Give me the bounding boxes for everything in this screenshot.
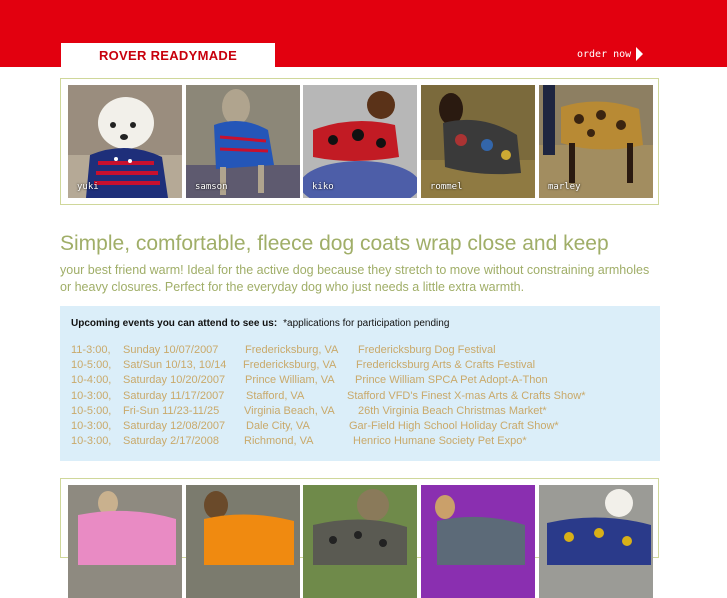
dog-photo-yuki[interactable] <box>68 85 182 198</box>
dog-photo[interactable] <box>68 485 182 598</box>
dog-name-label: samson <box>195 182 228 192</box>
dog-photo-image <box>303 485 417 598</box>
event-date: Saturday 11/17/2007 <box>123 390 225 402</box>
events-header <box>71 318 449 329</box>
event-name: Prince William SPCA Pet Adopt-A-Thon <box>355 374 548 386</box>
event-date: Sunday 10/07/2007 <box>123 344 219 356</box>
event-location: Richmond, VA <box>244 435 314 447</box>
dog-photo[interactable] <box>539 485 653 598</box>
event-time: 10-5:00, <box>71 359 112 371</box>
dog-photo-rommel[interactable] <box>421 85 535 198</box>
event-time: 10-3:00, <box>71 420 112 432</box>
site-logo[interactable]: ROVER READYMADE <box>60 42 276 67</box>
dog-photo-samson[interactable] <box>186 85 300 198</box>
dog-photo-gallery-bottom <box>60 478 659 558</box>
event-date: Saturday 2/17/2008 <box>123 435 220 447</box>
dog-name-label: rommel <box>430 182 463 192</box>
events-note: *applications for participation pending <box>283 318 450 329</box>
dog-photo-marley[interactable] <box>539 85 653 198</box>
dog-photo-kiko[interactable] <box>303 85 417 198</box>
event-name: Fredericksburg Dog Festival <box>358 344 496 356</box>
event-location: Fredericksburg, VA <box>245 344 339 356</box>
event-time: 10-4:00, <box>71 374 112 386</box>
event-location: Fredericksburg, VA <box>243 359 337 371</box>
dog-photo-image <box>421 485 535 598</box>
event-name: Henrico Humane Society Pet Expo* <box>353 435 527 447</box>
page-headline: Simple, comfortable, fleece dog coats wrap close and keep <box>60 232 609 255</box>
events-panel <box>60 306 660 461</box>
event-time: 10-5:00, <box>71 405 112 417</box>
dog-photo[interactable] <box>186 485 300 598</box>
event-time: 11-3:00, <box>71 344 111 356</box>
event-date: Saturday 12/08/2007 <box>123 420 226 432</box>
dog-photo-image <box>186 485 300 598</box>
order-now-link[interactable] <box>577 47 643 61</box>
intro-paragraph: your best friend warm! Ideal for the active dog because they stretch to move without constraining armholes or heavy closures. Perfect for the everyday dog who just needs a little extra warmth. <box>60 263 650 294</box>
dog-name-label: marley <box>548 182 581 192</box>
event-date: Saturday 10/20/2007 <box>123 374 226 386</box>
event-date: Sat/Sun 10/13, 10/14 <box>123 359 227 371</box>
dog-name-label: kiko <box>312 182 334 192</box>
events-title: Upcoming events you can attend to see us: <box>71 318 278 329</box>
event-location: Virginia Beach, VA <box>244 405 335 417</box>
order-now-label: order now <box>577 48 632 60</box>
dog-photo-image <box>539 485 653 598</box>
event-date: Fri-Sun 11/23-11/25 <box>123 405 220 417</box>
event-location: Stafford, VA <box>246 390 305 402</box>
event-time: 10-3:00, <box>71 435 112 447</box>
arrow-right-icon <box>636 47 643 61</box>
dog-photo[interactable] <box>303 485 417 598</box>
event-name: 26th Virginia Beach Christmas Market* <box>358 405 547 417</box>
event-name: Stafford VFD's Finest X-mas Arts & Crafts Show* <box>347 390 586 402</box>
event-location: Dale City, VA <box>246 420 310 432</box>
dog-photo-gallery <box>60 78 659 205</box>
event-name: Gar-Field High School Holiday Craft Show* <box>349 420 559 432</box>
event-time: 10-3:00, <box>71 390 112 402</box>
event-name: Fredericksburg Arts & Crafts Festival <box>356 359 536 371</box>
dog-photo[interactable] <box>421 485 535 598</box>
dog-name-label: yuki <box>77 182 99 192</box>
dog-photo-image <box>68 485 182 598</box>
event-location: Prince William, VA <box>245 374 335 386</box>
